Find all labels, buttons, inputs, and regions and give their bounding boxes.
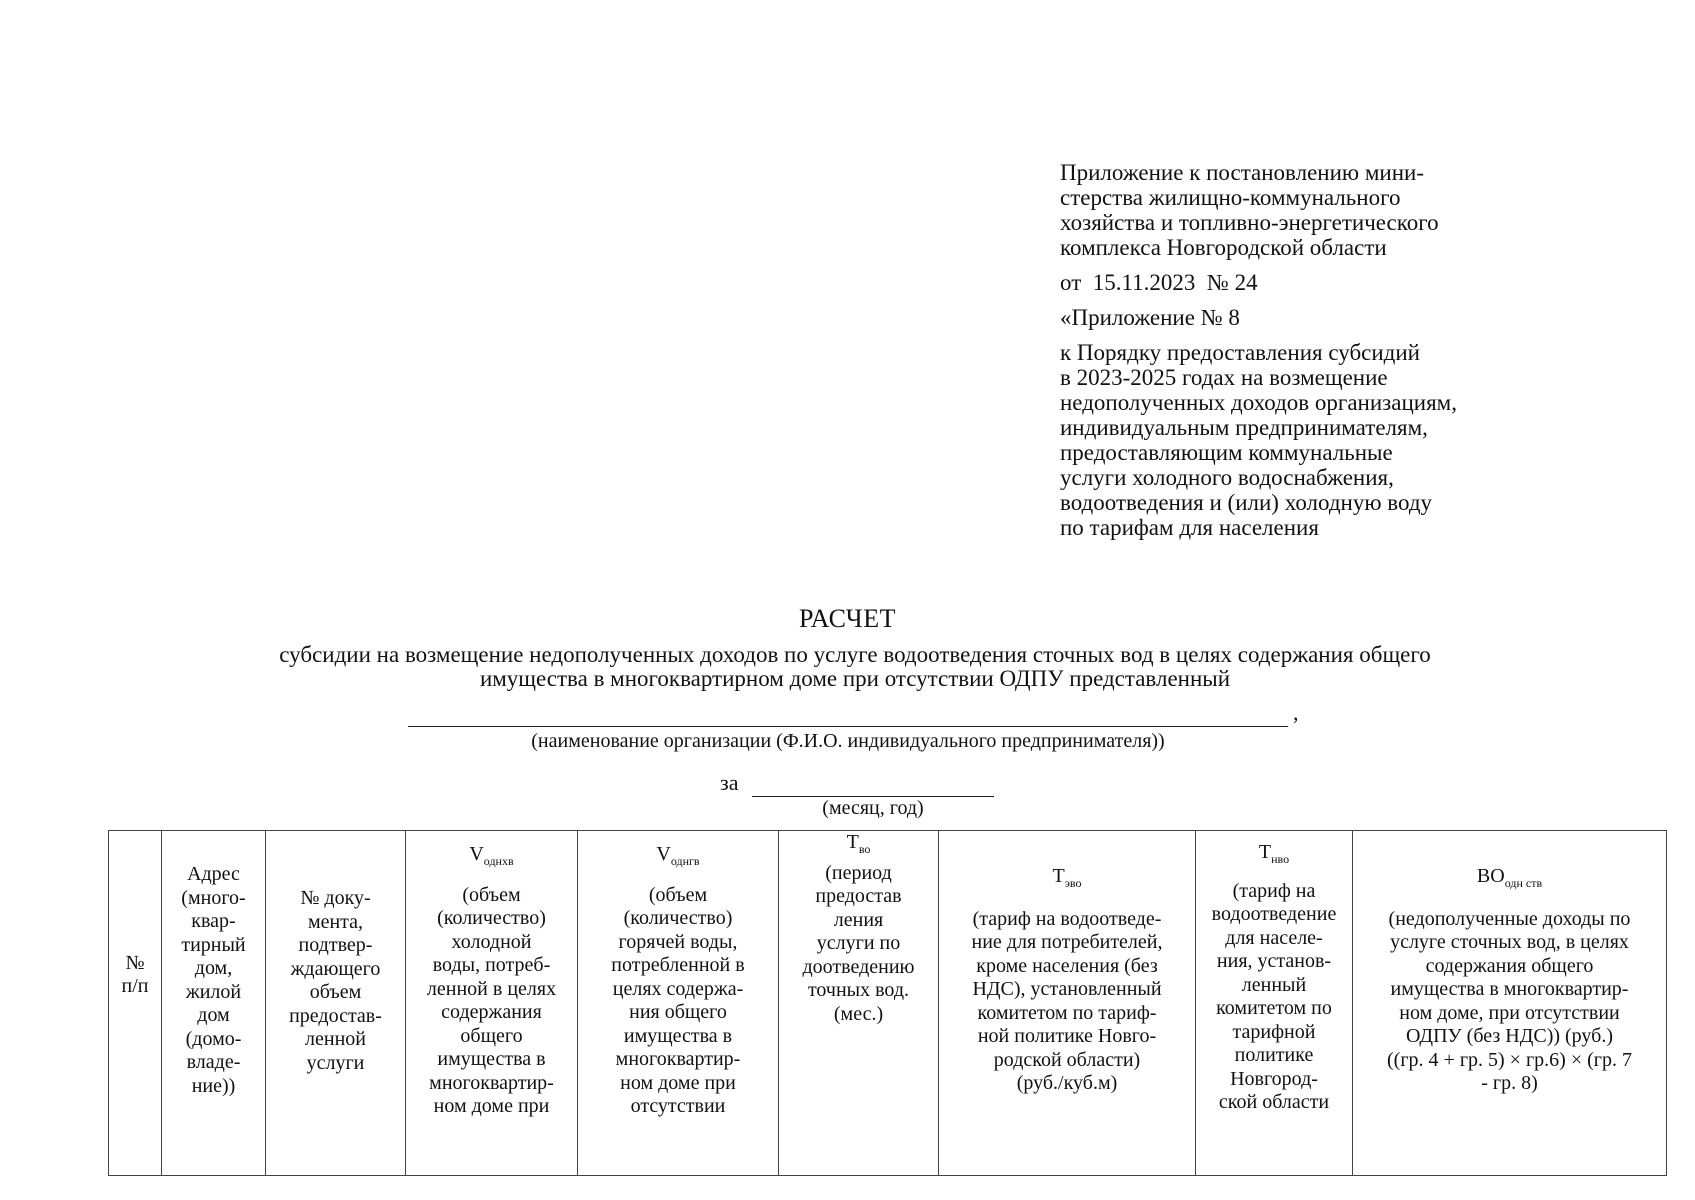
- order-line: по тарифам для населения: [1060, 515, 1319, 540]
- header-text-line: дом,: [194, 957, 233, 979]
- organization-caption: (наименование организации (Ф.И.О. индивидуального предпринимателя)): [531, 730, 1165, 752]
- header-cell-content: [1196, 831, 1352, 1129]
- header-cell-cold-water-volume: [406, 831, 578, 1176]
- appendix-attachment: «Приложение № 8: [1060, 305, 1240, 330]
- appendix-block: [1060, 160, 1580, 540]
- header-cell-content: [578, 831, 778, 1131]
- column-symbol: $V_{однхв}$: [469, 843, 514, 868]
- header-text-line: родской области): [993, 1048, 1141, 1071]
- header-text-line: содержания общего: [1425, 954, 1594, 977]
- header-text-line: ОДПУ (без НДС)) (руб.): [1405, 1025, 1613, 1047]
- header-text-line: ние для потребителей,: [971, 931, 1163, 953]
- header-cell-content: [109, 831, 161, 1119]
- column-symbol: $BO_{одн ств}$: [1476, 865, 1543, 890]
- header-text-line: T: [1052, 865, 1065, 887]
- header-text-line: потребленной в: [611, 954, 745, 976]
- header-cell-document-number: [266, 831, 406, 1176]
- order-line: недополученных доходов организациям,: [1060, 390, 1457, 415]
- header-text-line: (объем: [462, 883, 521, 906]
- period-caption: (месяц, год): [822, 797, 924, 819]
- header-text-line: кроме населения (без: [976, 954, 1158, 977]
- order-reference: [1060, 340, 1580, 540]
- header-text-line: услуги по: [816, 932, 901, 954]
- header-text-line: (руб./куб.м): [1016, 1072, 1118, 1094]
- header-text-line: точных вод.: [807, 979, 910, 1001]
- header-text-line: V: [469, 843, 484, 865]
- order-line: индивидуальным предпринимателям,: [1060, 415, 1428, 440]
- header-text-line: имущества в многоквартир-: [1390, 978, 1629, 1000]
- header-text-line: ной политике Новго-: [977, 1025, 1157, 1047]
- header-cell-content: [162, 831, 265, 1151]
- header-text-line: тарифной: [1232, 1020, 1316, 1043]
- header-cell-service-period: [779, 831, 939, 1176]
- header-cell-content: [266, 831, 405, 1175]
- header-text-line: общего: [460, 1024, 523, 1047]
- header-text-line: имущества в: [623, 1024, 733, 1047]
- header-text-line: (период: [825, 861, 892, 884]
- header-text-line: подтвер-: [298, 934, 373, 956]
- header-cell-lost-income: [1353, 831, 1667, 1176]
- header-text-line: ном доме, при отсутствии: [1399, 1001, 1620, 1024]
- header-text-line: (количество): [437, 907, 546, 929]
- header-cell-content: [939, 831, 1195, 1153]
- header-text-line: ждающего: [290, 957, 381, 980]
- header-text-line: имущества в: [437, 1048, 546, 1070]
- header-cell-address: [162, 831, 266, 1176]
- header-text-line: многоквартир-: [429, 1071, 554, 1094]
- header-text-line: ленной: [305, 1028, 366, 1050]
- header-text-line: ления: [833, 908, 884, 931]
- header-text-line: Новгород-: [1230, 1067, 1318, 1090]
- table-header-row: [109, 831, 1667, 1176]
- header-text-line: - гр. 8): [1481, 1072, 1538, 1094]
- appendix-line: Приложение к постановлению мини-: [1060, 160, 1424, 185]
- document-title: РАСЧЕТ: [799, 604, 896, 633]
- header-text-line: BO: [1476, 865, 1505, 887]
- header-text-line: предостав: [815, 885, 902, 907]
- header-text-line: владе-: [186, 1051, 241, 1073]
- header-text-line: ((гр. 4 + гр. 5) × гр.6) × (гр. 7: [1387, 1048, 1632, 1071]
- order-line: водоотведения и (или) холодную воду: [1060, 490, 1433, 515]
- column-symbol: $T_{эво}$: [1052, 865, 1082, 890]
- header-text-line: (домо-: [185, 1027, 242, 1050]
- header-text-line: ния общего: [629, 1001, 727, 1023]
- header-text-line: НДС), установленный: [972, 978, 1162, 1000]
- organization-fill-line[interactable]: [408, 706, 1288, 727]
- header-text-line: целях содержа-: [612, 977, 744, 1000]
- header-text-line: политике: [1234, 1044, 1314, 1066]
- header-text-line: многоквартир-: [615, 1048, 741, 1070]
- header-text-line: предостав-: [289, 1004, 382, 1027]
- header-text-line: содержания: [441, 1001, 542, 1023]
- header-cell-content: [406, 831, 577, 1131]
- header-text-line: ленный: [1241, 973, 1307, 996]
- header-text-line: (недополученные доходы по: [1388, 907, 1631, 930]
- header-text-line: V: [656, 843, 671, 865]
- header-cell-number: [109, 831, 162, 1176]
- header-text-line: тирный: [181, 933, 246, 956]
- header-text-line: ние)): [191, 1074, 236, 1097]
- subtitle-line: субсидии на возмещение недополученных доходов по услуге водоотведения сточных вод в целях содержания общего: [279, 642, 1431, 667]
- header-text-line: (тариф на водоотведе-: [972, 907, 1162, 930]
- header-text-line: (объем: [648, 883, 708, 906]
- header-cell-content: [1353, 831, 1666, 1153]
- header-text-line: (тариф на: [1232, 879, 1316, 902]
- header-text-line: Адрес: [187, 863, 240, 885]
- header-text-line: ской области: [1218, 1091, 1330, 1113]
- column-symbol: $T_{нво}$: [1258, 841, 1290, 866]
- header-text-line: водоотведение: [1211, 903, 1337, 925]
- header-cell-hot-water-volume: [578, 831, 779, 1176]
- period-fill-line[interactable]: [752, 776, 994, 797]
- header-cell-tariff-population: [1196, 831, 1353, 1176]
- appendix-line: комплекса Новгородской области: [1060, 235, 1387, 260]
- header-text-line: ном доме при: [433, 1095, 550, 1117]
- appendix-date: от 15.11.2023 № 24: [1060, 270, 1258, 295]
- calculation-table: [108, 830, 1667, 1176]
- header-text-line: мента,: [307, 910, 364, 933]
- header-text-line: ния, установ-: [1216, 950, 1332, 972]
- header-text-line: T: [1258, 841, 1272, 863]
- subtitle-line: имущества в многоквартирном доме при отсутствии ОДПУ представленный: [479, 666, 1231, 691]
- header-text-line: воды, потреб-: [432, 954, 551, 976]
- header-text-line: для населе-: [1225, 926, 1323, 949]
- header-text-line: холодной: [451, 930, 532, 953]
- header-text-line: (много-: [181, 886, 246, 909]
- header-text-line: T: [846, 831, 859, 853]
- header-text-line: объем: [309, 981, 362, 1003]
- order-line: в 2023-2025 годах на возмещение: [1060, 365, 1388, 390]
- header-text-line: комитетом по: [1216, 997, 1332, 1019]
- column-symbol: $T_{во}$: [846, 831, 871, 856]
- header-text-line: ленной в целях: [426, 977, 557, 1000]
- order-line: к Порядку предоставления субсидий: [1060, 340, 1420, 365]
- document-subtitle: [110, 643, 1600, 691]
- header-cell-tariff-other: [939, 831, 1196, 1176]
- header-text-line: доотведению: [802, 955, 915, 978]
- header-text-line: (количество): [623, 907, 733, 929]
- header-text-line: дом: [197, 1004, 230, 1026]
- header-text-line: жилой: [185, 980, 242, 1003]
- header-text-line: квар-: [191, 910, 236, 932]
- order-line: предоставляющим коммунальные: [1060, 440, 1393, 465]
- period-label: за: [720, 770, 739, 795]
- header-text-line: горячей воды,: [618, 930, 738, 953]
- appendix-line: хозяйства и топливно-энергетического: [1060, 210, 1439, 235]
- header-text-line: № доку-: [300, 887, 371, 909]
- header-text-line: отсутствии: [630, 1095, 726, 1117]
- header-text-line: услуге сточных вод, в целях: [1390, 931, 1629, 953]
- header-text-line: комитетом по тариф-: [977, 1001, 1157, 1024]
- header-text-line: (мес.): [833, 1002, 884, 1025]
- header-cell-content: [779, 831, 938, 1119]
- order-line: услуги холодного водоснабжения,: [1060, 465, 1394, 490]
- organization-comma: ,: [1293, 700, 1299, 725]
- header-text-line: №: [125, 951, 145, 974]
- header-text-line: услуги: [306, 1051, 365, 1074]
- header-text-line: ном доме при: [620, 1071, 736, 1094]
- column-symbol: $V_{однгв}$: [656, 843, 700, 868]
- appendix-line: стерства жилищно-коммунального: [1060, 185, 1401, 210]
- header-text-line: п/п: [121, 975, 149, 997]
